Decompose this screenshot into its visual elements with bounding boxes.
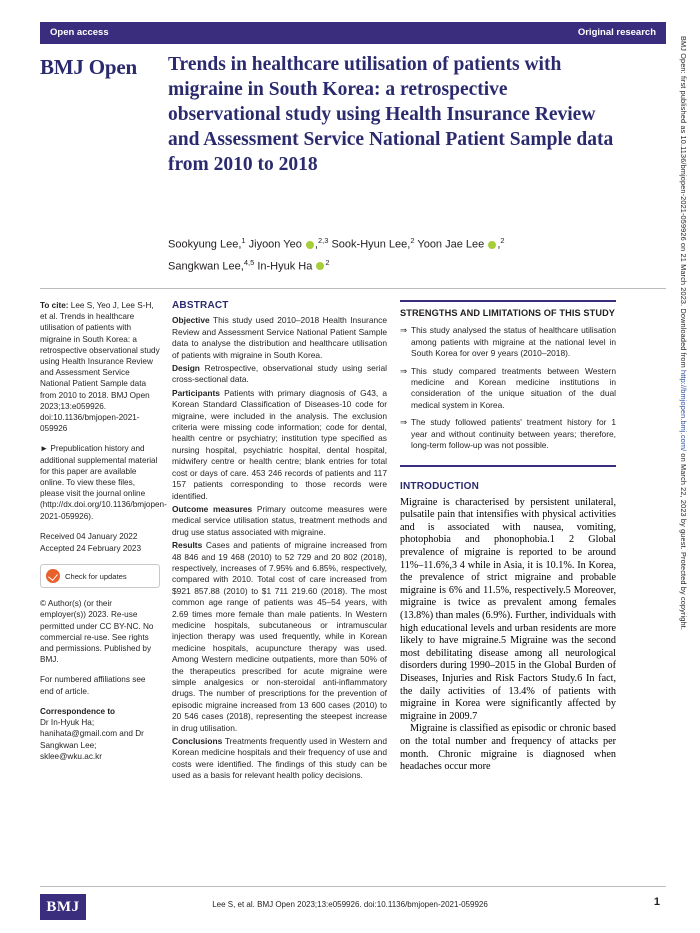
- author-line-1: Sookyung Lee,$^1$ Jiyoon Yeo ,$^{2,3}$ Sook-Hyun Lee,$^2$ Yoon Jae Lee ,$^2$: [168, 236, 505, 251]
- abstract-section-label: Outcome measures: [172, 503, 253, 514]
- footer-page-number: 1: [653, 896, 660, 908]
- affiliations-note: For numbered affiliations see end of article.: [40, 675, 146, 696]
- introduction-heading: INTRODUCTION: [400, 481, 480, 493]
- strengths-item: [400, 366, 616, 412]
- abstract-section-label: Design: [172, 363, 200, 374]
- abstract-section-text: Primary outcome measures were medical service utilisation status, treatment methods and drug use status associated with migraine.: [172, 503, 387, 537]
- side-note-before: BMJ Open: first published as 10.1136/bmjopen-2021-059926 on 21 March 2023. Downloaded from: [679, 36, 688, 371]
- side-publication-note: [668, 0, 700, 933]
- accepted-date: Accepted 24 February 2023: [40, 544, 142, 554]
- footer-citation: Lee S, et al. BMJ Open 2023;13:e059926. doi:10.1136/bmjopen-2021-059926: [212, 900, 488, 909]
- author-list: [168, 232, 638, 275]
- open-access-label: Open access: [50, 27, 109, 38]
- abstract-section: [172, 504, 387, 538]
- main-column: [400, 300, 616, 774]
- abstract-section: [172, 315, 387, 361]
- copyright-note: © Author(s) (or their employer(s)) 2023. Re-use permitted under CC BY-NC. No commercial re-use. See rights and permissions. Published by BMJ.: [40, 599, 154, 665]
- abstract-section-label: Results: [172, 540, 203, 551]
- abstract-section: [172, 736, 387, 782]
- strengths-item: [400, 417, 616, 451]
- introduction-body: [400, 497, 616, 774]
- check-for-updates-button[interactable]: [40, 564, 160, 588]
- abstract-section-text: Patients with primary diagnosis of G43, a Korean Standard Classification of Diseases-10 code for migraine, were included in the analysis. The exclusion criteria were missing code information; code for dental, health centre or psychiatry; institution type specified as nursing hospital, psychiatric hospital, dental hospital, midwifery centre or health centre; blank entries for total cost or days of care. 453 246 records of patients and 117 157 patients corresponding to those records were identified.: [172, 387, 387, 501]
- author-line-2: Sangkwan Lee,$^{4,5}$ In-Hyuk Ha $^2$: [168, 257, 330, 273]
- strengths-heading: STRENGTHS AND LIMITATIONS OF THIS STUDY: [400, 308, 616, 318]
- footer-divider: [40, 886, 666, 887]
- orcid-icon[interactable]: [306, 241, 314, 249]
- bmj-logo: BMJ: [40, 894, 86, 920]
- received-date: Received 04 January 2022: [40, 531, 138, 541]
- strengths-item-text: The study followed patients' treatment history for 1 year and without continuity between years; therefore, long-term follow-up was not possible.: [411, 417, 616, 451]
- orcid-icon[interactable]: [316, 262, 324, 270]
- open-access-banner: [40, 22, 666, 44]
- check-for-updates-label: Check for updates: [65, 571, 127, 581]
- abstract-section-label: Participants: [172, 387, 220, 398]
- page-title: Trends in healthcare utilisation of patients with migraine in South Korea: a retrospective observational study using Health Insurance Review and Assessment Service National Patient Sample data from 2010 to 2018: [168, 54, 614, 175]
- abstract-section: [172, 388, 387, 502]
- abstract-heading: ABSTRACT: [172, 300, 229, 311]
- strengths-item-text: This study analysed the status of healthcare utilisation among patients with migraine at the national level in South Korea for over 9 years (2010–2018).: [411, 325, 616, 359]
- abstract-section-text: Cases and patients of migraine increased from 48 846 and 19 468 (2010) to 52 729 and 20 802 (2018), respectively, increases of 7.95% and 6.85%, respectively, compared with 2010. Total cost of care increased from $921 857.88 (2010) to $1 711 219.60 (2018). The most common age range of patients was 45–54 years, with 2.69 times more female than male patients. In Western medicine hospitals, subcutaneous or intramuscular injection therapy was used frequently, while in Korean medicine hospitals, acupuncture therapy was used. Among Western medicine outpatients, more than 50% of the therapeutics prescribed for acute migraine were simple analgesics or non-steroidal anti-inflammatory drugs. The number of prescriptions for the prevention of episodic migraine increased from 13 600 cases (2010) to 20 546 cases (2018), representing the steepest increase in drug utilisation.: [172, 540, 387, 733]
- side-note-text: [679, 36, 688, 630]
- arrow-icon: ⇒: [400, 325, 408, 336]
- abstract-section: [172, 363, 387, 386]
- orcid-icon[interactable]: [488, 241, 496, 249]
- abstract-section-label: Objective: [172, 315, 210, 326]
- to-cite: [40, 300, 160, 434]
- strengths-item-text: This study compared treatments between Western medicine and Korean medicine institutions in consideration of the unique situation of the dual medical system in Korea.: [411, 365, 616, 410]
- header-divider: [40, 288, 666, 289]
- side-note-link[interactable]: http://bmjopen.bmj.com/: [679, 370, 688, 452]
- supplementary-note: ► Prepublication history and additional supplemental material for this paper are available online. To view these files, please visit the journal online (http://dx.doi.org/10.1136/bmjopen-2021-059926).: [40, 444, 167, 521]
- abstract-section: [172, 540, 387, 734]
- to-cite-text: Lee S, Yeo J, Lee S-H, et al. Trends in healthcare utilisation of patients with migraine in South Korea: a retrospective observational study using Health Insurance Review and Assessment Service National Patient Sample data from 2010 to 2018. BMJ Open 2023;13:e059926. doi:10.1136/bmjopen-2021-059926: [40, 301, 160, 434]
- check-icon: [46, 569, 60, 583]
- abstract-section-text: Retrospective, observational study using serial cross-sectional data.: [172, 363, 387, 385]
- correspondence: [40, 706, 160, 762]
- arrow-icon: ⇒: [400, 365, 408, 376]
- side-note-after: on March 22, 2023 by guest. Protected by copyright.: [679, 451, 688, 631]
- sidebar-metadata: [40, 300, 167, 771]
- correspondence-label: Correspondence to: [40, 706, 116, 716]
- strengths-box: [400, 300, 616, 467]
- abstract-section-text: This study used 2010–2018 Health Insurance Review and Assessment Service National Patient Sample data to analyse the distribution and healthcare utilisation of patients with migraine in South Korea.: [172, 315, 387, 360]
- correspondence-text: Dr In-Hyuk Ha; hanihata@gmail.com and Dr Sangkwan Lee; sklee@wku.ac.kr: [40, 718, 144, 761]
- abstract-section-label: Conclusions: [172, 736, 223, 747]
- introduction-paragraph: Migraine is classified as episodic or chronic based on the total number and frequency of attacks per month. Chronic migraine is diagnosed when headaches occur more: [400, 723, 616, 773]
- journal-masthead: BMJ Open: [40, 55, 137, 79]
- introduction-paragraph: Migraine is characterised by persistent unilateral, pulsatile pain that intensifies with physical activities and is associated with nausea, vomiting, photophobia and phonophobia.1 2 Global prevalence of migraine is reported to be around 11%–11.6%,3 4 while in Asia, it is 10.1%. In Korea, the prevalence of strict migraine and probable migraine is 6% and 11.5%, respectively.5 Moreover, migraine is twice as prevalent among females (13.8%) than males (6.9%). Further, individuals with high educational levels and urban residents are more likely to have migraine.5 Migraine was the second most debilitating disease among all neurological disorders during 1990–2015 in the Global Burden of Diseases, Injuries and Risk Factors Study.6 In fact, the daily activities of 13.4% of patients with migraine in Korea were significantly affected by migraine in 2009.7: [400, 496, 616, 722]
- abstract-body: [172, 315, 387, 781]
- strengths-item: [400, 325, 616, 359]
- article-type-label: Original research: [577, 27, 656, 38]
- arrow-icon: ⇒: [400, 417, 408, 428]
- strengths-list: [400, 325, 616, 451]
- abstract-column: [172, 300, 387, 784]
- to-cite-label: To cite:: [40, 301, 69, 310]
- abstract-section-text: Treatments frequently used in Western and Korean medicine hospitals and their frequency of use and costs were identified. The findings of this study can be used as a basis for relevant health policy decisions.: [172, 736, 387, 781]
